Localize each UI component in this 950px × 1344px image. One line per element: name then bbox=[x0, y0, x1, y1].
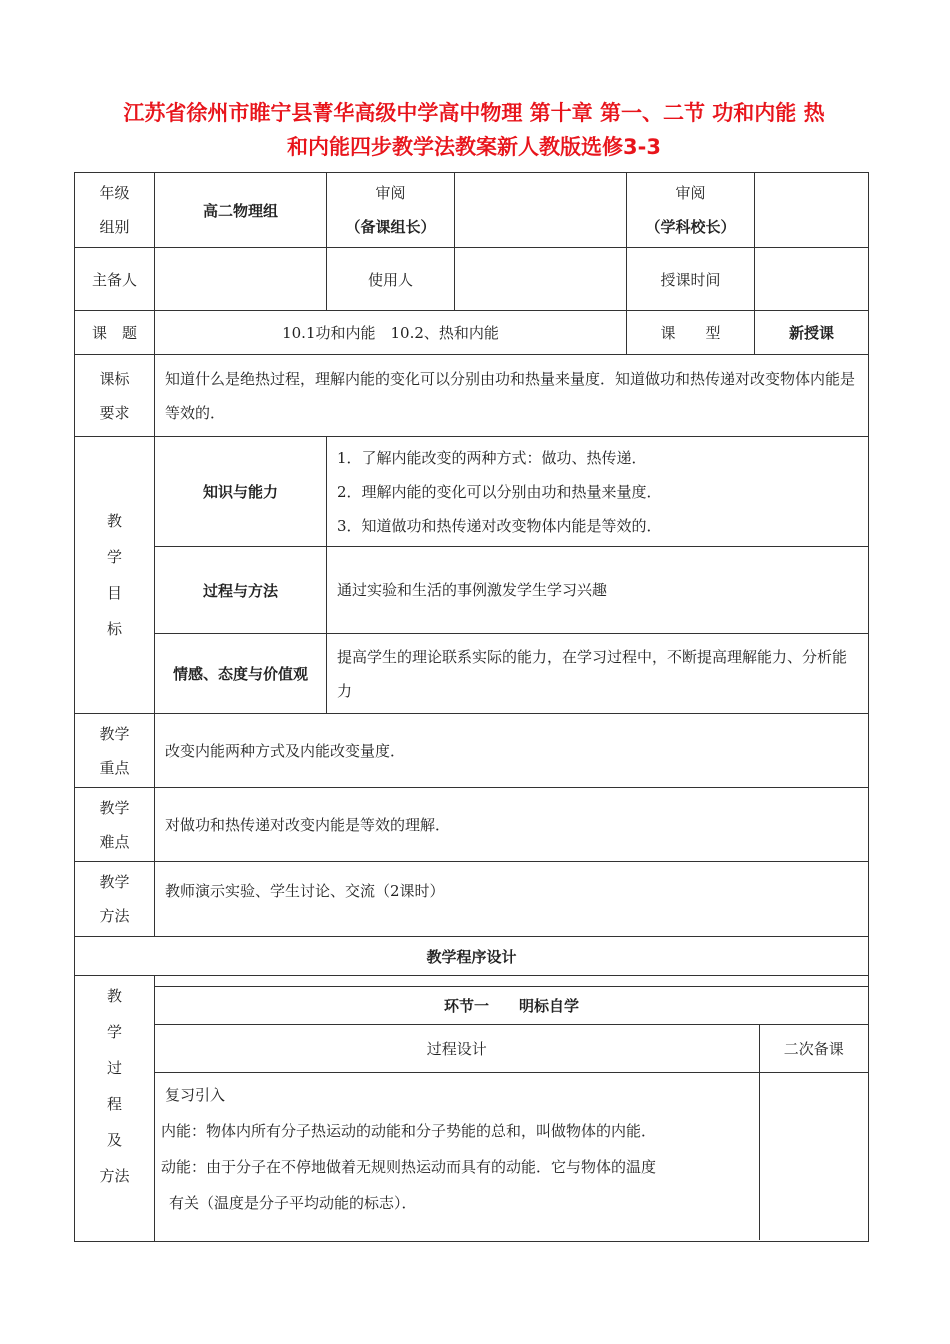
key-point-text: 改变内能两种方式及内能改变量度． bbox=[155, 714, 869, 788]
group-name: 高二物理组 bbox=[155, 173, 327, 248]
method-row bbox=[75, 862, 869, 937]
knowledge-item: 1．了解内能改变的两种方式：做功、热传递． bbox=[337, 448, 647, 467]
topic-row bbox=[75, 311, 869, 355]
standard-text: 知道什么是绝热过程，理解内能的变化可以分别由功和热量来量度．知道做功和热传递对改变物体内能是等效的． bbox=[155, 355, 869, 437]
process-method-label: 过程与方法 bbox=[155, 547, 327, 634]
topic-label: 课 题 bbox=[75, 311, 155, 355]
knowledge-label: 知识与能力 bbox=[155, 437, 327, 547]
col-design-header: 过程设计 bbox=[155, 1024, 759, 1072]
user-value bbox=[455, 248, 627, 311]
design-header-row bbox=[75, 937, 869, 976]
type-value: 新授课 bbox=[755, 311, 869, 355]
preparer-label: 主备人 bbox=[75, 248, 155, 311]
grade-group-label: 年级 组别 bbox=[75, 173, 155, 248]
title-line-2: 和内能四步教学法教案新人教版选修3-3 bbox=[287, 135, 661, 159]
header-row bbox=[75, 173, 869, 248]
standard-row bbox=[75, 355, 869, 437]
process-line: 复习引入 bbox=[165, 1085, 226, 1104]
difficulty-label: 教学 难点 bbox=[75, 788, 155, 862]
time-label: 授课时间 bbox=[627, 248, 755, 311]
standard-label: 课标 要求 bbox=[75, 355, 155, 437]
document-title bbox=[74, 96, 874, 164]
process-label: 教 学 过 程 及 方法 bbox=[75, 976, 155, 1242]
objective-emotion-row bbox=[75, 634, 869, 714]
objectives-label: 教 学 目 标 bbox=[75, 437, 155, 714]
review-principal-label: 审阅 （学科校长） bbox=[627, 173, 755, 248]
process-line: 动能：由于分子在不停地做着无规则热运动而具有的动能．它与物体的温度 bbox=[161, 1157, 657, 1176]
user-label: 使用人 bbox=[327, 248, 455, 311]
second-prep-cell bbox=[759, 1072, 868, 1240]
knowledge-item: 3．知道做功和热传递对改变物体内能是等效的． bbox=[337, 516, 662, 535]
emotion-text: 提高学生的理论联系实际的能力，在学习过程中，不断提高理解能力、分析能力 bbox=[327, 634, 869, 714]
review-leader-label: 审阅 （备课组长） bbox=[327, 173, 455, 248]
process-inner-table bbox=[155, 976, 868, 1240]
objective-process-row bbox=[75, 547, 869, 634]
process-line: 内能：物体内所有分子热运动的动能和分子势能的总和，叫做物体的内能． bbox=[161, 1121, 657, 1140]
process-line: 有关（温度是分子平均动能的标志）． bbox=[169, 1193, 417, 1212]
process-method-text: 通过实验和生活的事例激发学生学习兴趣 bbox=[327, 547, 869, 634]
difficulty-text: 对做功和热传递对改变内能是等效的理解． bbox=[155, 788, 869, 862]
preparer-row bbox=[75, 248, 869, 311]
process-design-cell bbox=[155, 1072, 759, 1240]
process-content bbox=[155, 976, 869, 1242]
knowledge-item: 2．理解内能的变化可以分别由功和热量来量度． bbox=[337, 482, 662, 501]
key-point-row bbox=[75, 714, 869, 788]
emotion-label: 情感、态度与价值观 bbox=[155, 634, 327, 714]
stage-title: 环节一 明标自学 bbox=[155, 986, 868, 1024]
design-header: 教学程序设计 bbox=[75, 937, 869, 976]
time-value bbox=[755, 248, 869, 311]
process-row bbox=[75, 976, 869, 1242]
key-point-label: 教学 重点 bbox=[75, 714, 155, 788]
review-leader-value bbox=[455, 173, 627, 248]
method-label: 教学 方法 bbox=[75, 862, 155, 937]
lesson-plan-table bbox=[74, 172, 869, 1242]
knowledge-items bbox=[327, 437, 869, 547]
type-label: 课 型 bbox=[627, 311, 755, 355]
review-principal-value bbox=[755, 173, 869, 248]
difficulty-row bbox=[75, 788, 869, 862]
title-line-1: 江苏省徐州市睢宁县菁华高级中学高中物理 第十章 第一、二节 功和内能 热 bbox=[123, 101, 825, 125]
col-second-header: 二次备课 bbox=[759, 1024, 868, 1072]
preparer-value bbox=[155, 248, 327, 311]
topic-value: 10.1功和内能 10.2、热和内能 bbox=[155, 311, 627, 355]
method-text: 教师演示实验、学生讨论、交流（2课时） bbox=[155, 862, 869, 937]
objective-knowledge-row bbox=[75, 437, 869, 547]
